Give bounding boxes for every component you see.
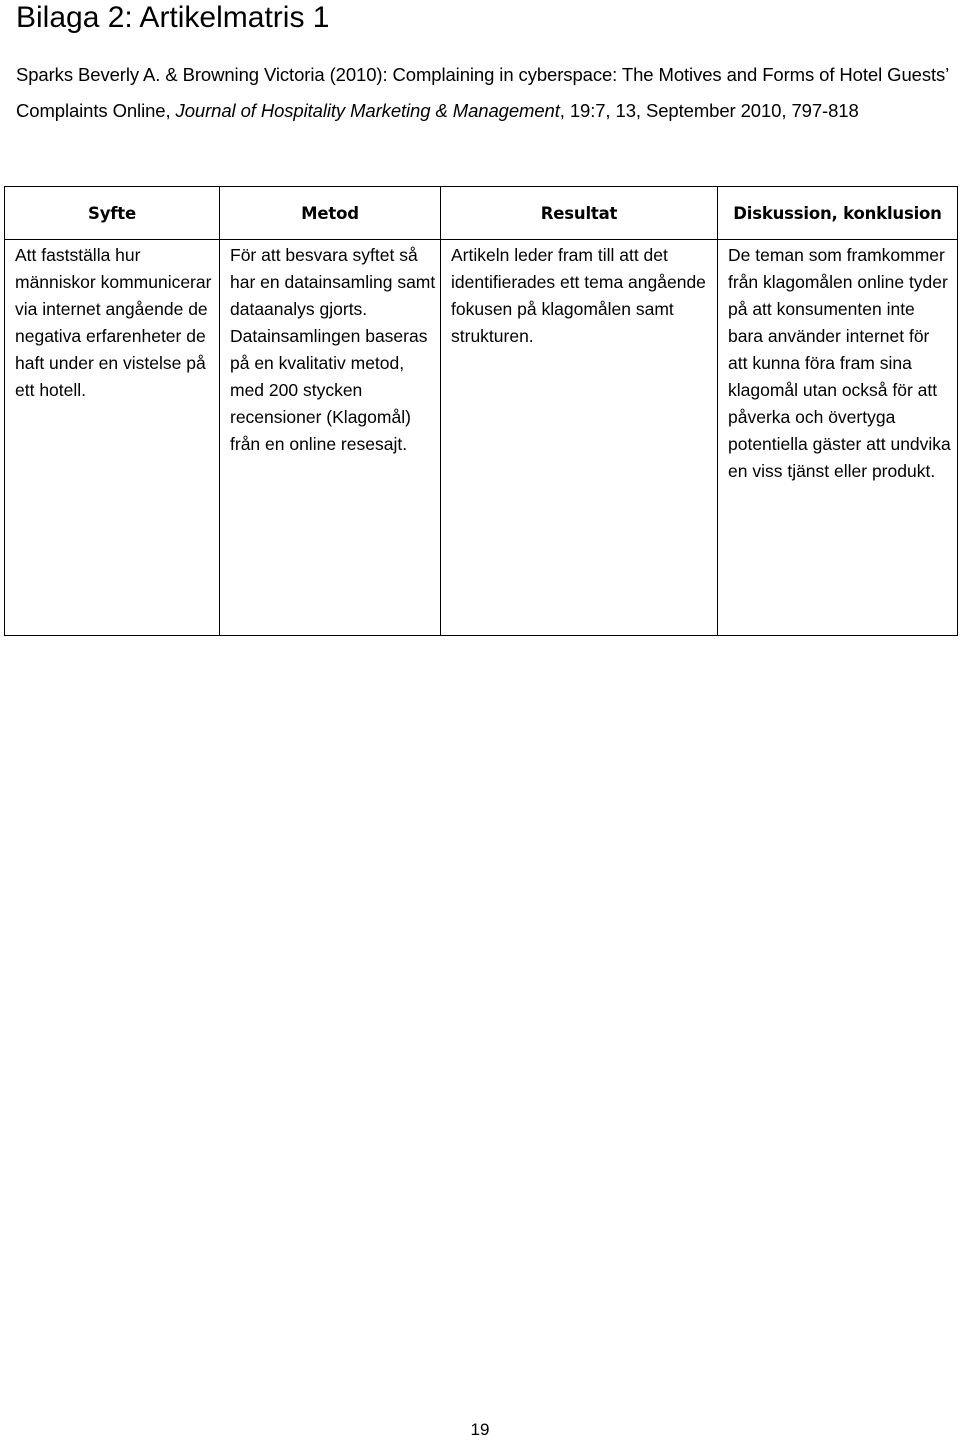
table-row <box>5 240 958 636</box>
citation-details: , 19:7, 13, September 2010, 797-818 <box>559 99 859 121</box>
cell-diskussion-text: De teman som framkommer från klagomålen online tyder på att konsumenten inte bara använder internet för att kunna föra fram sina klagomål utan också för att påverka och övertyga potentiella gäster att undvika en viss tjänst eller produkt. <box>728 245 951 481</box>
page-title: Bilaga 2: Artikelmatris 1 <box>16 1 330 34</box>
citation-authors-title: Sparks Beverly A. & Browning Victoria (2010): Complaining in cyberspace: The Motives and Forms of Hotel Guests’ Complaints Online, <box>16 64 949 121</box>
cell-resultat <box>441 240 718 636</box>
header-syfte: Syfte <box>5 187 220 240</box>
citation-journal: Journal of Hospitality Marketing & Management <box>175 99 560 121</box>
table-header-row <box>5 187 958 240</box>
cell-resultat-text: Artikeln leder fram till att det identifierades ett tema angående fokusen på klagomålen samt strukturen. <box>451 245 706 346</box>
article-citation <box>16 57 951 128</box>
article-matrix-table <box>4 186 958 636</box>
cell-metod-text: För att besvara syftet så har en datainsamling samt dataanalys gjorts. Datainsamlingen baseras på en kvalitativ metod, med 200 stycken recensioner (Klagomål) från en online resesajt. <box>230 245 436 454</box>
header-metod: Metod <box>220 187 441 240</box>
cell-diskussion <box>718 240 958 636</box>
cell-syfte <box>5 240 220 636</box>
cell-syfte-text: Att fastställa hur människor kommunicerar via internet angående de negativa erfarenheter de haft under en vistelse på ett hotell. <box>15 245 212 400</box>
header-diskussion: Diskussion, konklusion <box>718 187 958 240</box>
header-resultat: Resultat <box>441 187 718 240</box>
page-number: 19 <box>470 1420 490 1439</box>
cell-metod <box>220 240 441 636</box>
